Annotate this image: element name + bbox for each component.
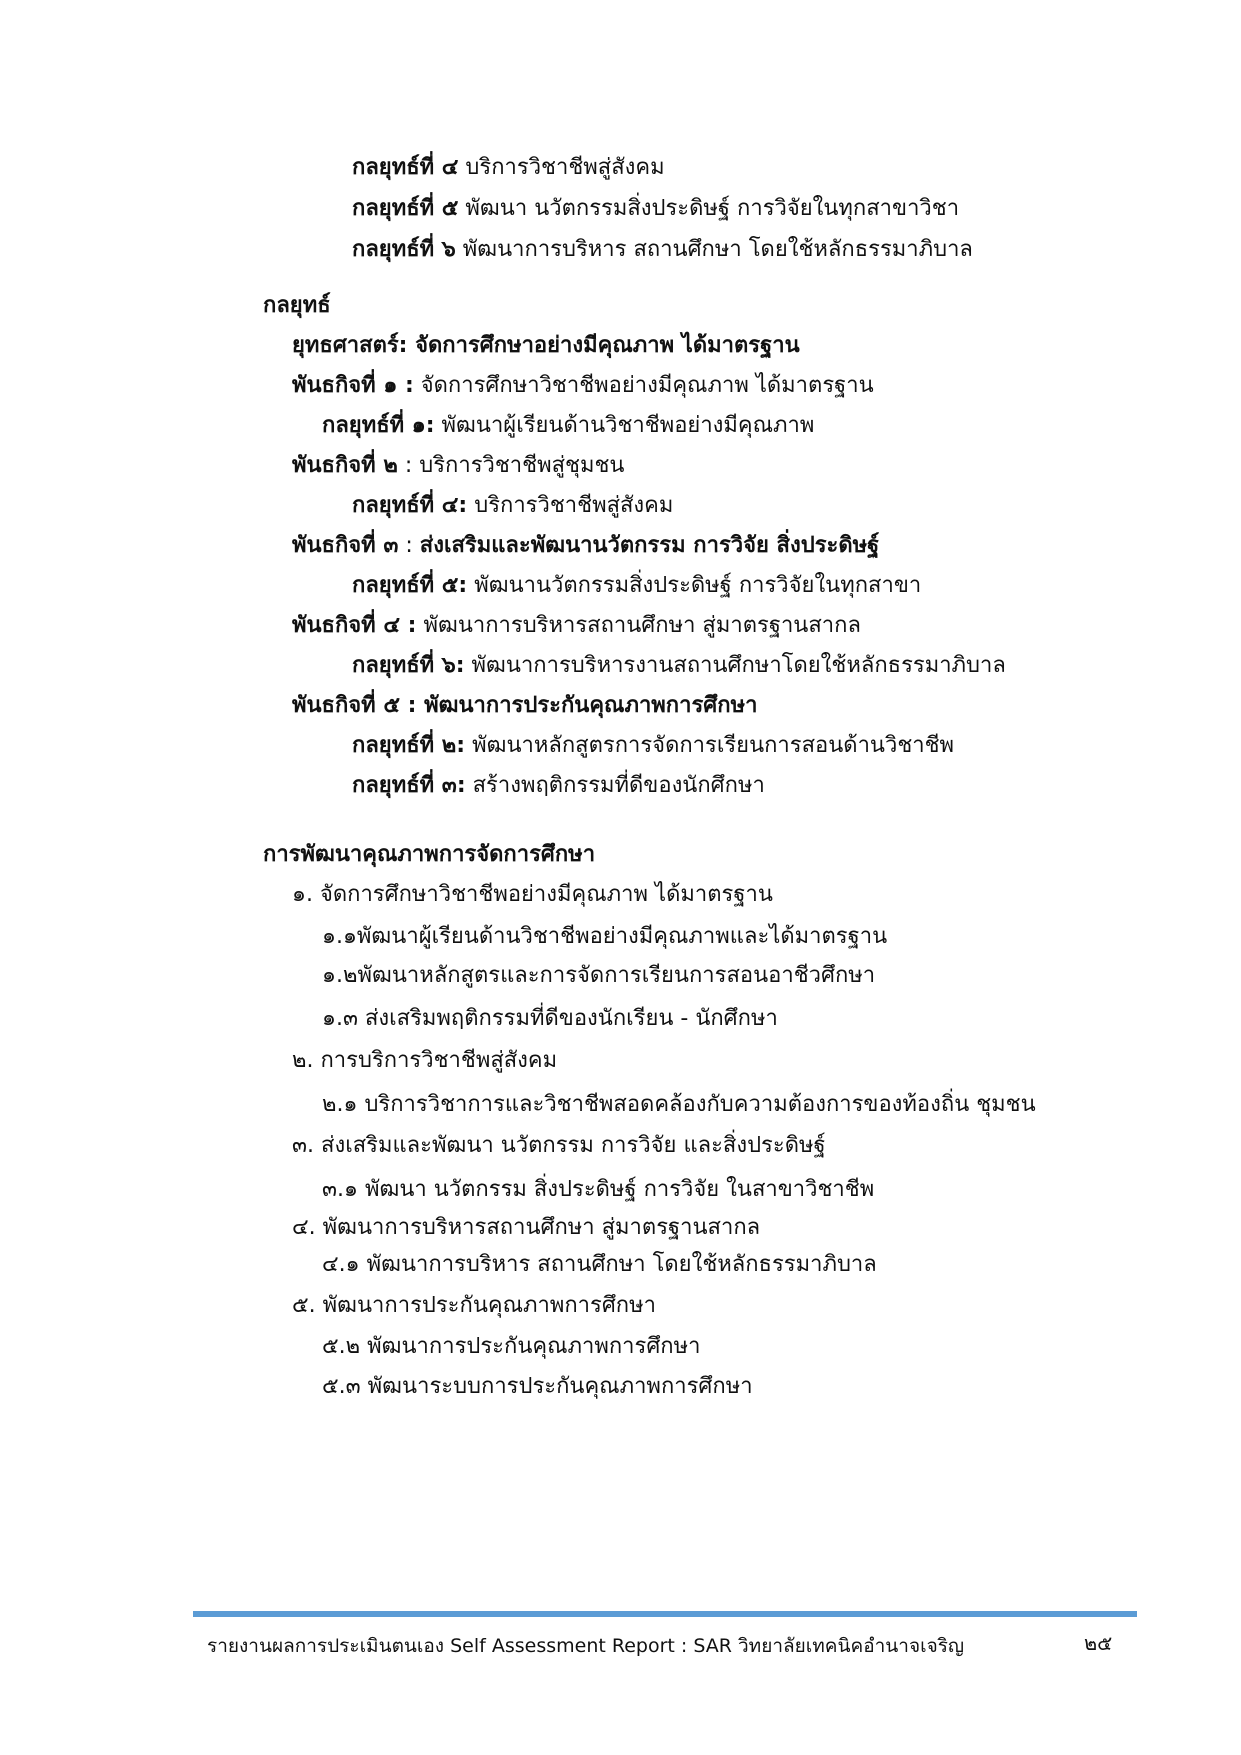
mission-line <box>292 451 624 481</box>
development-item: ๔. พัฒนาการบริหารสถานศึกษา สู่มาตรฐานสากล <box>292 1215 761 1240</box>
mission-label: พันธกิจที่ ๔ : <box>292 613 417 638</box>
strategy-label: กลยุทธ์ที่ ๖ <box>352 237 456 262</box>
page-number: ๒๕ <box>1084 1631 1113 1655</box>
strategy-line <box>352 153 665 183</box>
strategy-line <box>352 731 954 761</box>
development-item: ๑. จัดการศึกษาวิชาชีพอย่างมีคุณภาพ ได้มาตรฐาน <box>292 882 773 907</box>
mission-label: พันธกิจที่ ๓ <box>292 533 399 558</box>
strategy-line <box>352 651 1006 681</box>
mission-label: พันธกิจที่ ๒ <box>292 453 398 478</box>
strategy-label: กลยุทธ์ที่ ๖: <box>352 653 465 678</box>
development-heading: การพัฒนาคุณภาพการจัดการศึกษา <box>263 842 596 867</box>
strategy-text: พัฒนาการบริหาร สถานศึกษา โดยใช้หลักธรรมาภิบาล <box>455 237 973 262</box>
development-subitem: ๕.๒ พัฒนาการประกันคุณภาพการศึกษา <box>322 1334 701 1359</box>
strategy-text: พัฒนา นวัตกรรมสิ่งประดิษฐ์ การวิจัยในทุกสาขาวิชา <box>458 196 960 221</box>
strategy-label: กลยุทธ์ที่ ๓: <box>352 773 466 798</box>
development-subitem: ๓.๑ พัฒนา นวัตกรรม สิ่งประดิษฐ์ การวิจัย ในสาขาวิชาชีพ <box>322 1177 875 1202</box>
mission-line <box>292 531 879 561</box>
strategy-label: กลยุทธ์ที่ ๔ <box>352 155 459 180</box>
strategy-line <box>322 411 814 441</box>
strategy-text: บริการวิชาชีพสู่สังคม <box>467 493 674 518</box>
strategy-label: กลยุทธ์ที่ ๑: <box>322 413 435 438</box>
development-subitem: ๑.๑พัฒนาผู้เรียนด้านวิชาชีพอย่างมีคุณภาพและได้มาตรฐาน <box>322 924 888 949</box>
strategy-text: พัฒนานวัตกรรมสิ่งประดิษฐ์ การวิจัยในทุกสาขา <box>467 573 922 598</box>
strategy-line <box>352 194 959 224</box>
strategy-line <box>352 771 765 801</box>
strategy-label: กลยุทธ์ที่ ๒: <box>352 733 466 758</box>
strategy-text: พัฒนาผู้เรียนด้านวิชาชีพอย่างมีคุณภาพ <box>434 413 815 438</box>
mission-text: พัฒนาการบริหารสถานศึกษา สู่มาตรฐานสากล <box>416 613 861 638</box>
footer-rule <box>193 1611 1137 1617</box>
strategy-label: กลยุทธ์ที่ ๕: <box>352 573 468 598</box>
mission-separator: : <box>398 533 420 558</box>
strategy-text: พัฒนาหลักสูตรการจัดการเรียนการสอนด้านวิชาชีพ <box>465 733 955 758</box>
mission-line: พันธกิจที่ ๕ : พัฒนาการประกันคุณภาพการศึกษา <box>292 693 758 718</box>
development-item: ๒. การบริการวิชาชีพสู่สังคม <box>292 1048 558 1073</box>
mission-text: จัดการศึกษาวิชาชีพอย่างมีคุณภาพ ได้มาตรฐาน <box>413 373 874 398</box>
strategy-label: กลยุทธ์ที่ ๕ <box>352 196 459 221</box>
vision-line: ยุทธศาสตร์: จัดการศึกษาอย่างมีคุณภาพ ได้มาตรฐาน <box>292 333 800 358</box>
strategy-line <box>352 235 973 265</box>
mission-text: ส่งเสริมและพัฒนานวัตกรรม การวิจัย สิ่งประดิษฐ์ <box>419 533 880 558</box>
development-item: ๕. พัฒนาการประกันคุณภาพการศึกษา <box>292 1293 656 1318</box>
strategy-text: พัฒนาการบริหารงานสถานศึกษาโดยใช้หลักธรรมาภิบาล <box>464 653 1006 678</box>
strategy-label: กลยุทธ์ที่ ๔: <box>352 493 468 518</box>
strategy-heading: กลยุทธ์ <box>263 293 331 318</box>
mission-label: พันธกิจที่ ๑ : <box>292 373 414 398</box>
strategy-line <box>352 571 921 601</box>
strategy-text: บริการวิชาชีพสู่สังคม <box>458 155 665 180</box>
development-subitem: ๕.๓ พัฒนาระบบการประกันคุณภาพการศึกษา <box>322 1374 753 1399</box>
strategy-line <box>352 491 673 521</box>
development-subitem: ๒.๑ บริการวิชาการและวิชาชีพสอดคล้องกับความต้องการของท้องถิ่น ชุมชน <box>322 1092 1036 1117</box>
development-subitem: ๑.๒พัฒนาหลักสูตรและการจัดการเรียนการสอนอาชีวศึกษา <box>322 963 876 988</box>
mission-text: : บริการวิชาชีพสู่ชุมชน <box>397 453 625 478</box>
development-item: ๓. ส่งเสริมและพัฒนา นวัตกรรม การวิจัย และสิ่งประดิษฐ์ <box>292 1133 826 1158</box>
mission-line <box>292 611 861 641</box>
development-subitem: ๑.๓ ส่งเสริมพฤติกรรมที่ดีของนักเรียน - นักศึกษา <box>322 1006 778 1031</box>
development-subitem: ๔.๑ พัฒนาการบริหาร สถานศึกษา โดยใช้หลักธรรมาภิบาล <box>322 1252 877 1277</box>
footer-text: รายงานผลการประเมินตนเอง Self Assessment Report : SAR วิทยาลัยเทคนิคอำนาจเจริญ <box>207 1635 965 1657</box>
mission-line <box>292 371 874 401</box>
strategy-text: สร้างพฤติกรรมที่ดีของนักศึกษา <box>465 773 765 798</box>
